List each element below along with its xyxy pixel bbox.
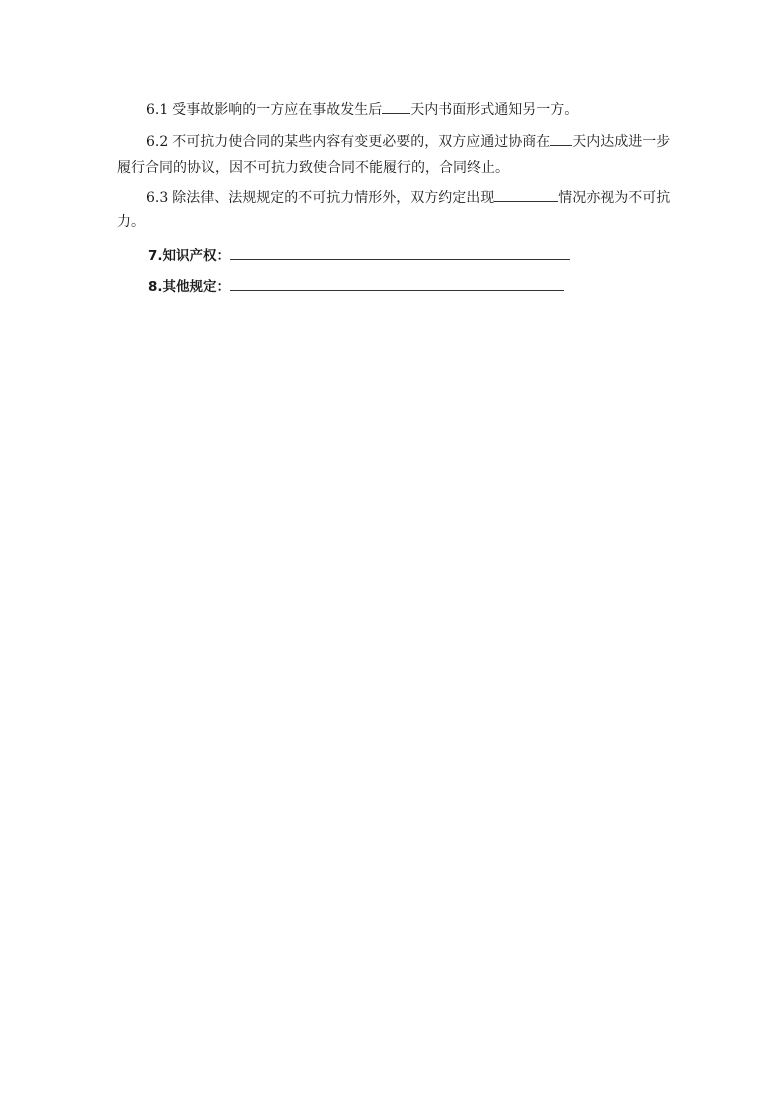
section-7-intellectual-property xyxy=(148,244,570,266)
clause-number: 6.2 xyxy=(146,134,169,150)
clause-text: 除法律、法规规定的不可抗力情形外，双方约定出现 xyxy=(172,190,495,206)
clause-text: 不可抗力使合同的某些内容有变更必要的，双方应通过协商在 xyxy=(172,134,551,150)
clause-6-2-continuation: 履行合同的协议，因不可抗力致使合同不能履行的，合同终止。 xyxy=(117,160,509,176)
clause-6-3 xyxy=(146,186,670,208)
days-blank-field[interactable] xyxy=(550,130,572,146)
clause-text-tail: 天内书面形式通知另一方。 xyxy=(410,102,579,118)
intellectual-property-field[interactable] xyxy=(230,244,570,260)
section-8-other-provisions xyxy=(148,275,564,297)
clause-text: 受事故影响的一方应在事故发生后 xyxy=(172,102,383,118)
section-label: 8.其他规定： xyxy=(148,279,231,295)
clause-number: 6.3 xyxy=(146,190,169,206)
clause-number: 6.1 xyxy=(146,102,169,118)
clause-6-3-continuation: 力。 xyxy=(117,214,145,230)
other-provisions-field[interactable] xyxy=(230,275,564,291)
clause-6-1 xyxy=(146,98,578,120)
section-label: 7.知识产权： xyxy=(148,248,231,264)
clause-text-tail: 天内达成进一步 xyxy=(572,134,671,150)
situation-blank-field[interactable] xyxy=(494,186,558,202)
clause-text-tail: 情况亦视为不可抗 xyxy=(558,190,671,206)
clause-6-2 xyxy=(146,130,670,152)
days-blank-field[interactable] xyxy=(382,98,410,114)
